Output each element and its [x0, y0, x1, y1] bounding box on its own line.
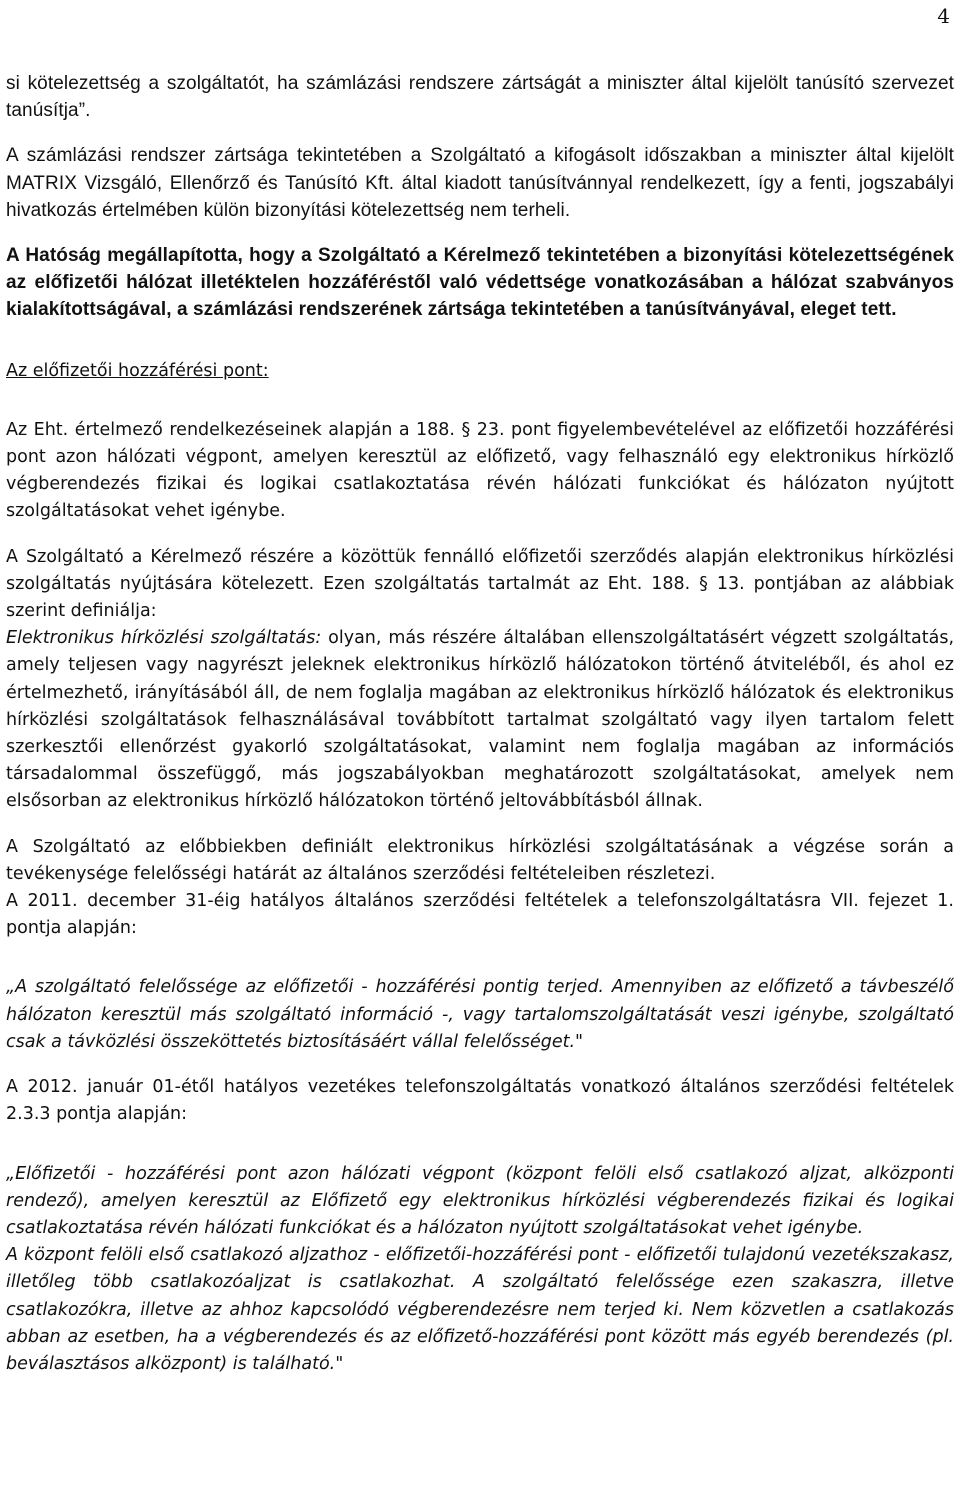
- page-number: 4: [937, 4, 950, 28]
- document-body: [6, 70, 954, 1378]
- paragraph-liability-boundary: A Szolgáltató az előbbiekben definiált elektronikus hírközlési szolgáltatásának a végzése során a tevékenysége felelősségi határát az általános szerződési feltételeiben részletezi.: [6, 836, 954, 884]
- definition-text: olyan, más részére általában ellenszolgáltatásért végzett szolgáltatás, amely teljesen vagy nagyrészt jeleknek elektronikus hírközlő hálózatokon történő átviteléből, és ahol ez értelmezhető, irányításából áll, de nem foglalja magában az elektronikus hírközlő hálózatok és elektronikus hírközlési szolgáltatások felhasználásával továbbított tartalmat szolgáltató vagy ilyen tartalom felett szerkesztői ellenőrzést gyakorló szolgáltatásokat, valamint nem foglalja magában az információs társadalommal összefüggő, más jogszabályokban meghatározott szolgáltatásokat, amelyek nem elsősorban az elektronikus hírközlő hálózatokon történő jeltovábbításból állnak.: [6, 628, 955, 812]
- quote-2012-terms-part2: A központ felöli első csatlakozó aljzathoz - előfizetői-hozzáférési pont - előfizetői tulajdonú vezetékszakasz, illetőleg több csatlakozóaljzat is csatlakozhat. A szolgáltató felelőssége ezen szakaszra, illetve csatlakozókra, illetve az ahhoz kapcsolódó végberendezésre nem terjed ki. Nem közvetlen a csatlakozás abban az esetben, ha a végberendezés és az előfizető-hozzáférési pont között más egyéb berendezés (pl. beválasztásos alközpont) is található.": [6, 1245, 954, 1374]
- paragraph-billing-system: A számlázási rendszer zártsága tekintetében a Szolgáltató a kifogásolt időszakban a miniszter által kijelölt MATRIX Vizsgáló, Ellenőrző és Tanúsító Kft. által kiadott tanúsítvánnyal rendelkezett, így a fenti, jogszabályi hivatkozás értelmében külön bizonyítási kötelezettség nem terheli.: [6, 145, 954, 221]
- paragraph-2011-terms-intro: A 2011. december 31-éig hatályos általános szerződési feltételek a telefonszolgáltatásra VII. fejezet 1. pontja alapján:: [6, 891, 954, 939]
- quote-2011-terms: „A szolgáltató felelőssége az előfizetői - hozzáférési pontig terjed. Amennyiben az előfizető a távbeszélő hálózaton keresztül más szolgáltató információ -, vagy tartalomszolgáltatását veszi igénybe, szolgáltató csak a távközlési összeköttetés biztosításáért vállal felelősséget.": [6, 977, 954, 1052]
- term-electronic-communications-service: Elektronikus hírközlési szolgáltatás:: [6, 628, 322, 649]
- paragraph-authority-finding: A Hatóság megállapította, hogy a Szolgáltató a Kérelmező tekintetében a bizonyítási kötelezettségének az előfizetői hálózat illetéktelen hozzáféréstől való védettsége vonatkozásában a hálózat szabványos kialakítottságával, a számlázási rendszerének zártsága tekintetében a tanúsítványával, eleget tett.: [6, 245, 954, 321]
- section-heading-access-point: Az előfizetői hozzáférési pont:: [6, 360, 269, 381]
- paragraph-service-obligation: A Szolgáltató a Kérelmező részére a közöttük fennálló előfizetői szerződés alapján elektronikus hírközlési szolgáltatás nyújtására kötelezett. Ezen szolgáltatás tartalmát az Eht. 188. § 13. pontjában az alábbiak szerint definiálja:: [6, 546, 954, 622]
- paragraph-2012-terms-intro: A 2012. január 01-étől hatályos vezetékes telefonszolgáltatás vonatkozó általános szerződési feltételek 2.3.3 pontja alapján:: [6, 1077, 954, 1125]
- paragraph-service-definition: [6, 625, 954, 815]
- paragraph-access-point-definition: Az Eht. értelmező rendelkezéseinek alapján a 188. § 23. pont figyelembevételével az előfizetői hozzáférési pont azon hálózati végpont, amelyen keresztül az előfizető, vagy felhasználó egy elektronikus hírközlő végberendezés fizikai és logikai csatlakoztatása révén hálózati funkciókat és hálózaton nyújtott szolgáltatásokat vehet igénybe.: [6, 419, 954, 522]
- paragraph-certification-continuation: si kötelezettség a szolgáltatót, ha számlázási rendszere zártságát a miniszter által kijelölt tanúsító szervezet tanúsítja”.: [6, 73, 954, 122]
- quote-2012-terms-part1: „Előfizetői - hozzáférési pont azon hálózati végpont (központ felöli első csatlakozó aljzat, alközponti rendező), amelyen keresztül az Előfizető egy elektronikus hírközlési végberendezés fizikai és logikai csatlakoztatása révén hálózati funkciókat és a hálózaton nyújtott szolgáltatásokat vehet igénybe.: [6, 1163, 954, 1238]
